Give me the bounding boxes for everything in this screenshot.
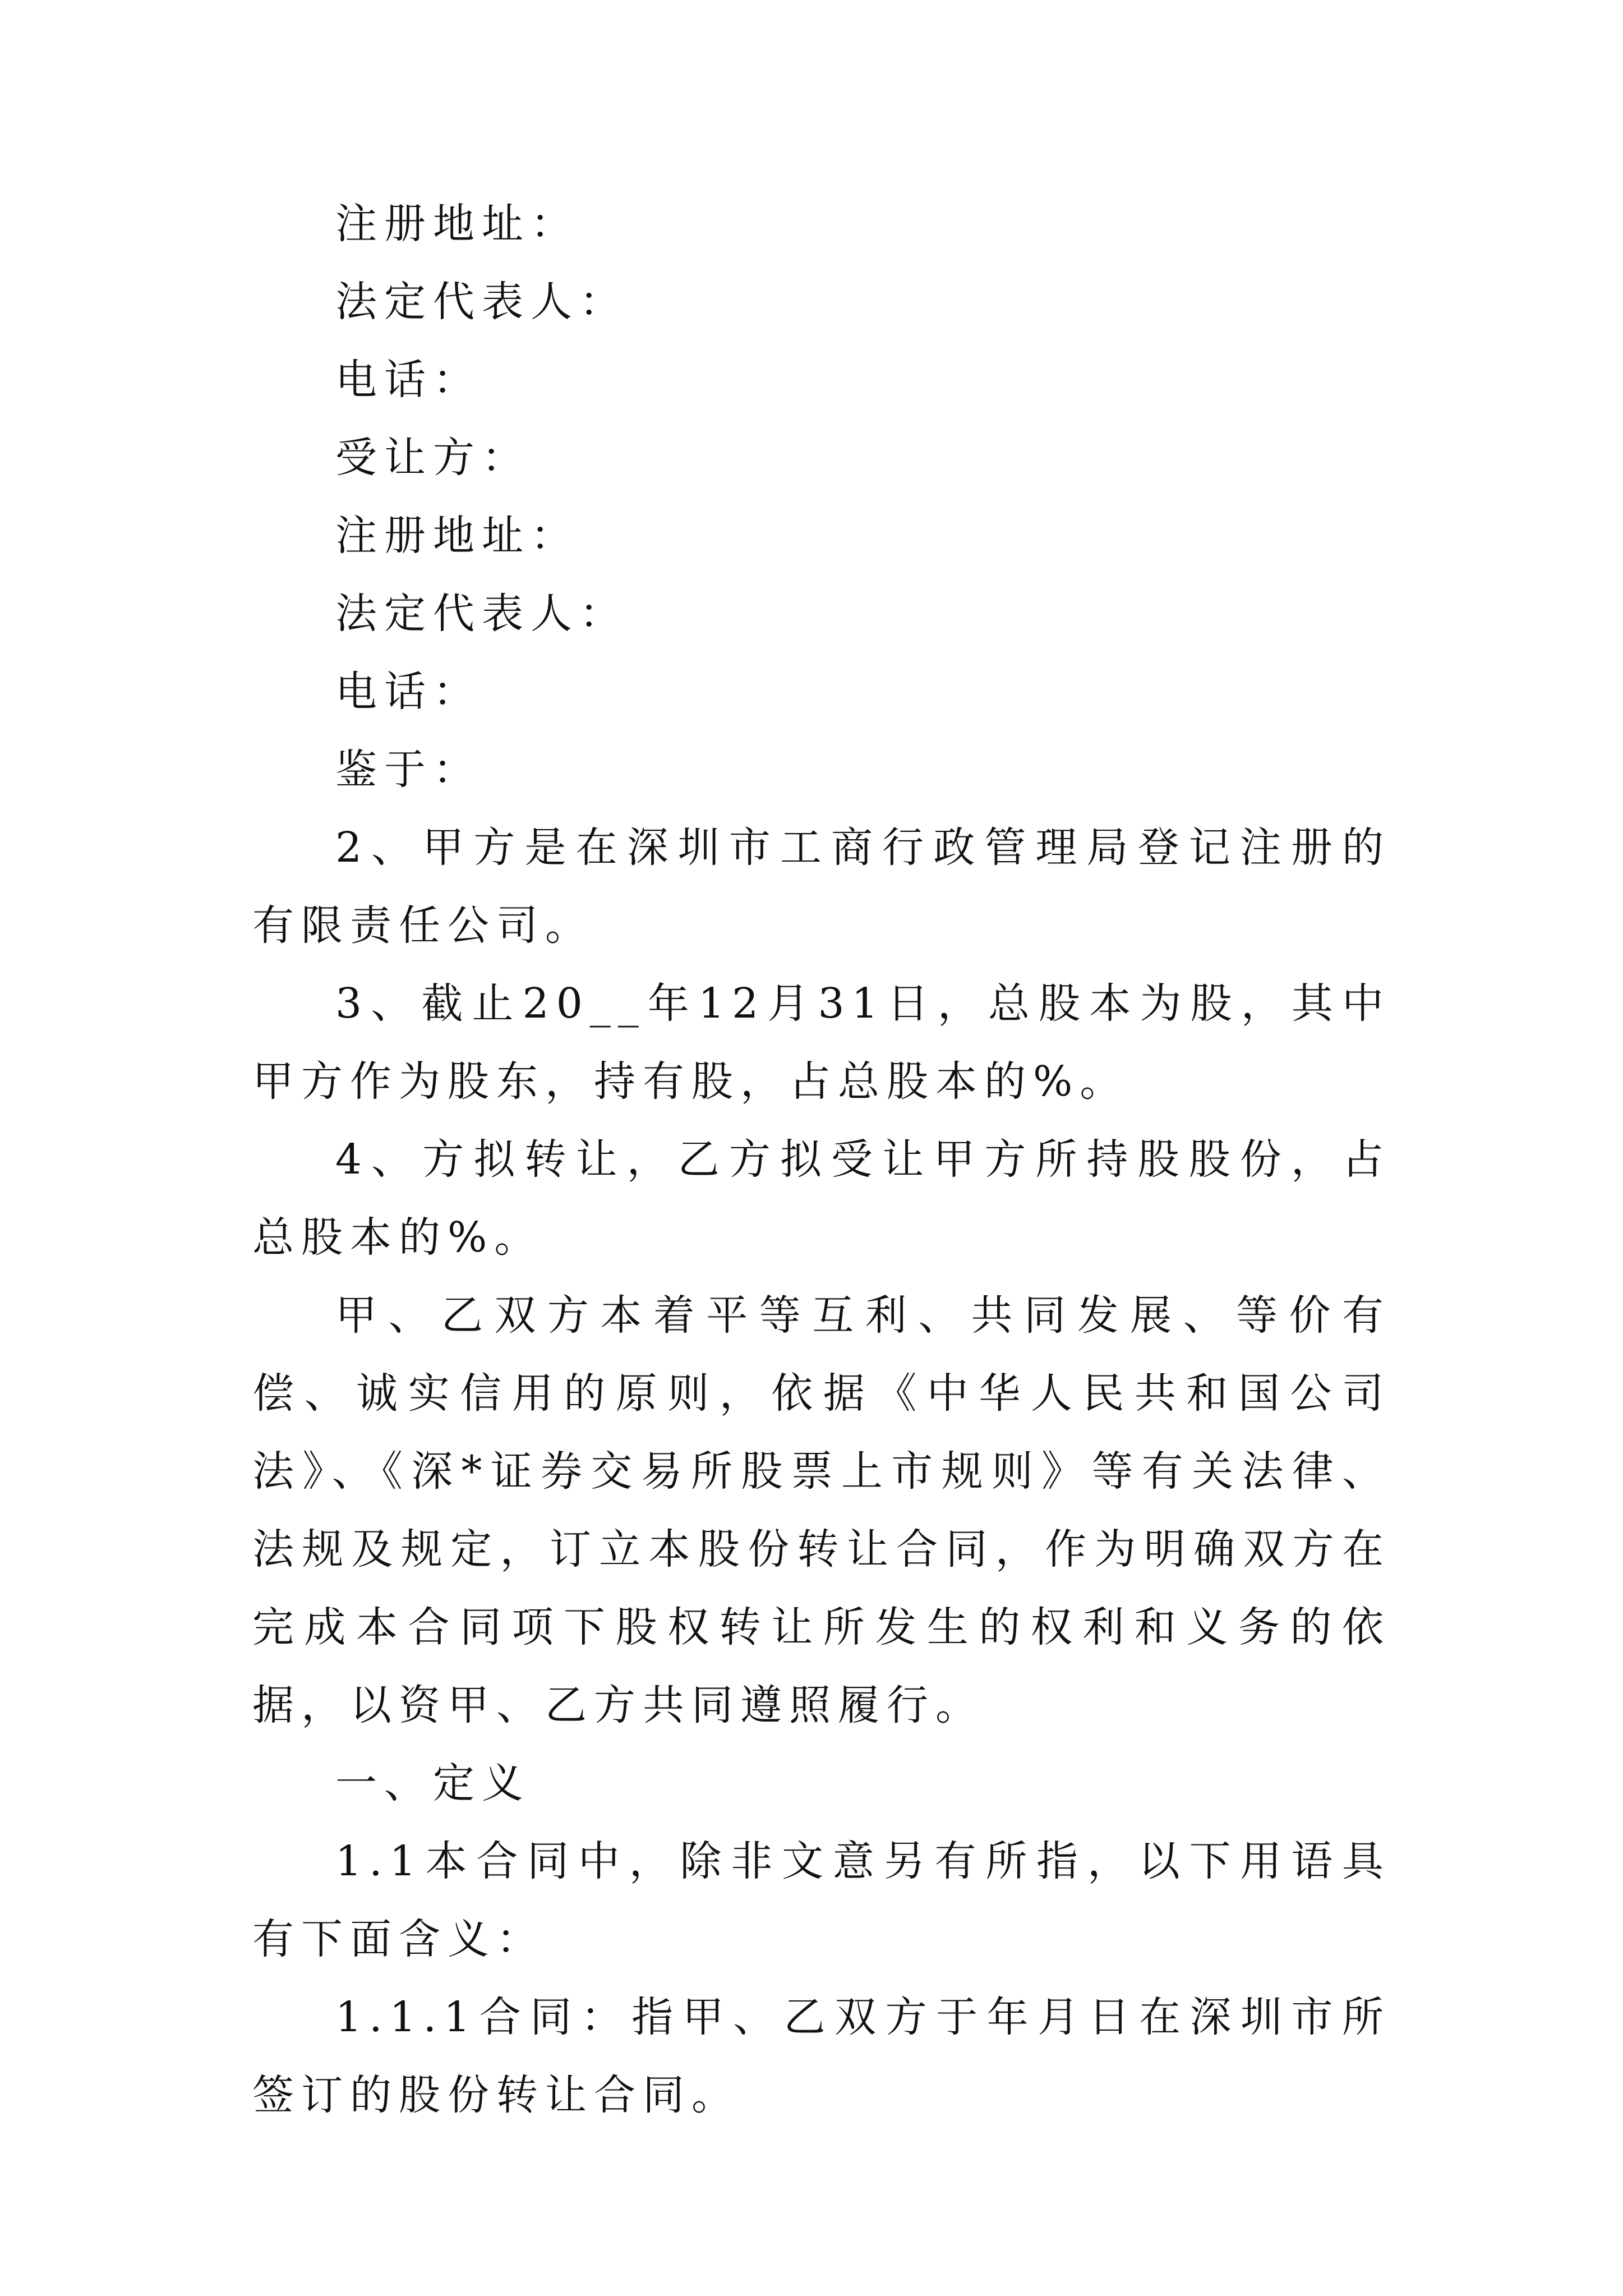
section-heading-definitions: 一、定义 <box>335 1759 531 1807</box>
field-registered-address-transferee: 注册地址： <box>335 512 579 560</box>
recital-2: 2、甲方是在深圳市工商行政管理局登记注册的有限责任公司。 <box>252 823 1391 950</box>
preamble-paragraph: 甲、乙双方本着平等互利、共同发展、等价有偿、诚实信用的原则，依据《中华人民共和国公司法》、《深*证券交易所股票上市规则》等有关法律、法规及规定，订立本股份转让合同，作为明确双方在完成本合同项下股权转让所发生的权利和义务的依据，以资甲、乙方共同遵照履行。 <box>252 1291 1391 1729</box>
clause-1-1-1: 1.1.1合同：指甲、乙双方于年月日在深圳市所签订的股份转让合同。 <box>252 1993 1391 2119</box>
recital-3: 3、截止20__年12月31日，总股本为股，其中甲方作为股东，持有股，占总股本的%。 <box>252 979 1391 1106</box>
field-legal-representative-transferor: 法定代表人： <box>335 278 628 326</box>
whereas-heading: 鉴于： <box>335 746 482 794</box>
field-phone-transferor: 电话： <box>335 356 482 404</box>
field-registered-address-transferor: 注册地址： <box>335 200 579 248</box>
field-phone-transferee: 电话： <box>335 668 482 716</box>
field-legal-representative-transferee: 法定代表人： <box>335 590 628 638</box>
clause-1-1: 1.1本合同中，除非文意另有所指，以下用语具有下面含义： <box>252 1837 1391 1963</box>
recital-4: 4、方拟转让，乙方拟受让甲方所持股股份，占总股本的%。 <box>252 1135 1391 1262</box>
document-body <box>252 185 1391 2134</box>
field-transferee: 受让方： <box>335 434 531 482</box>
